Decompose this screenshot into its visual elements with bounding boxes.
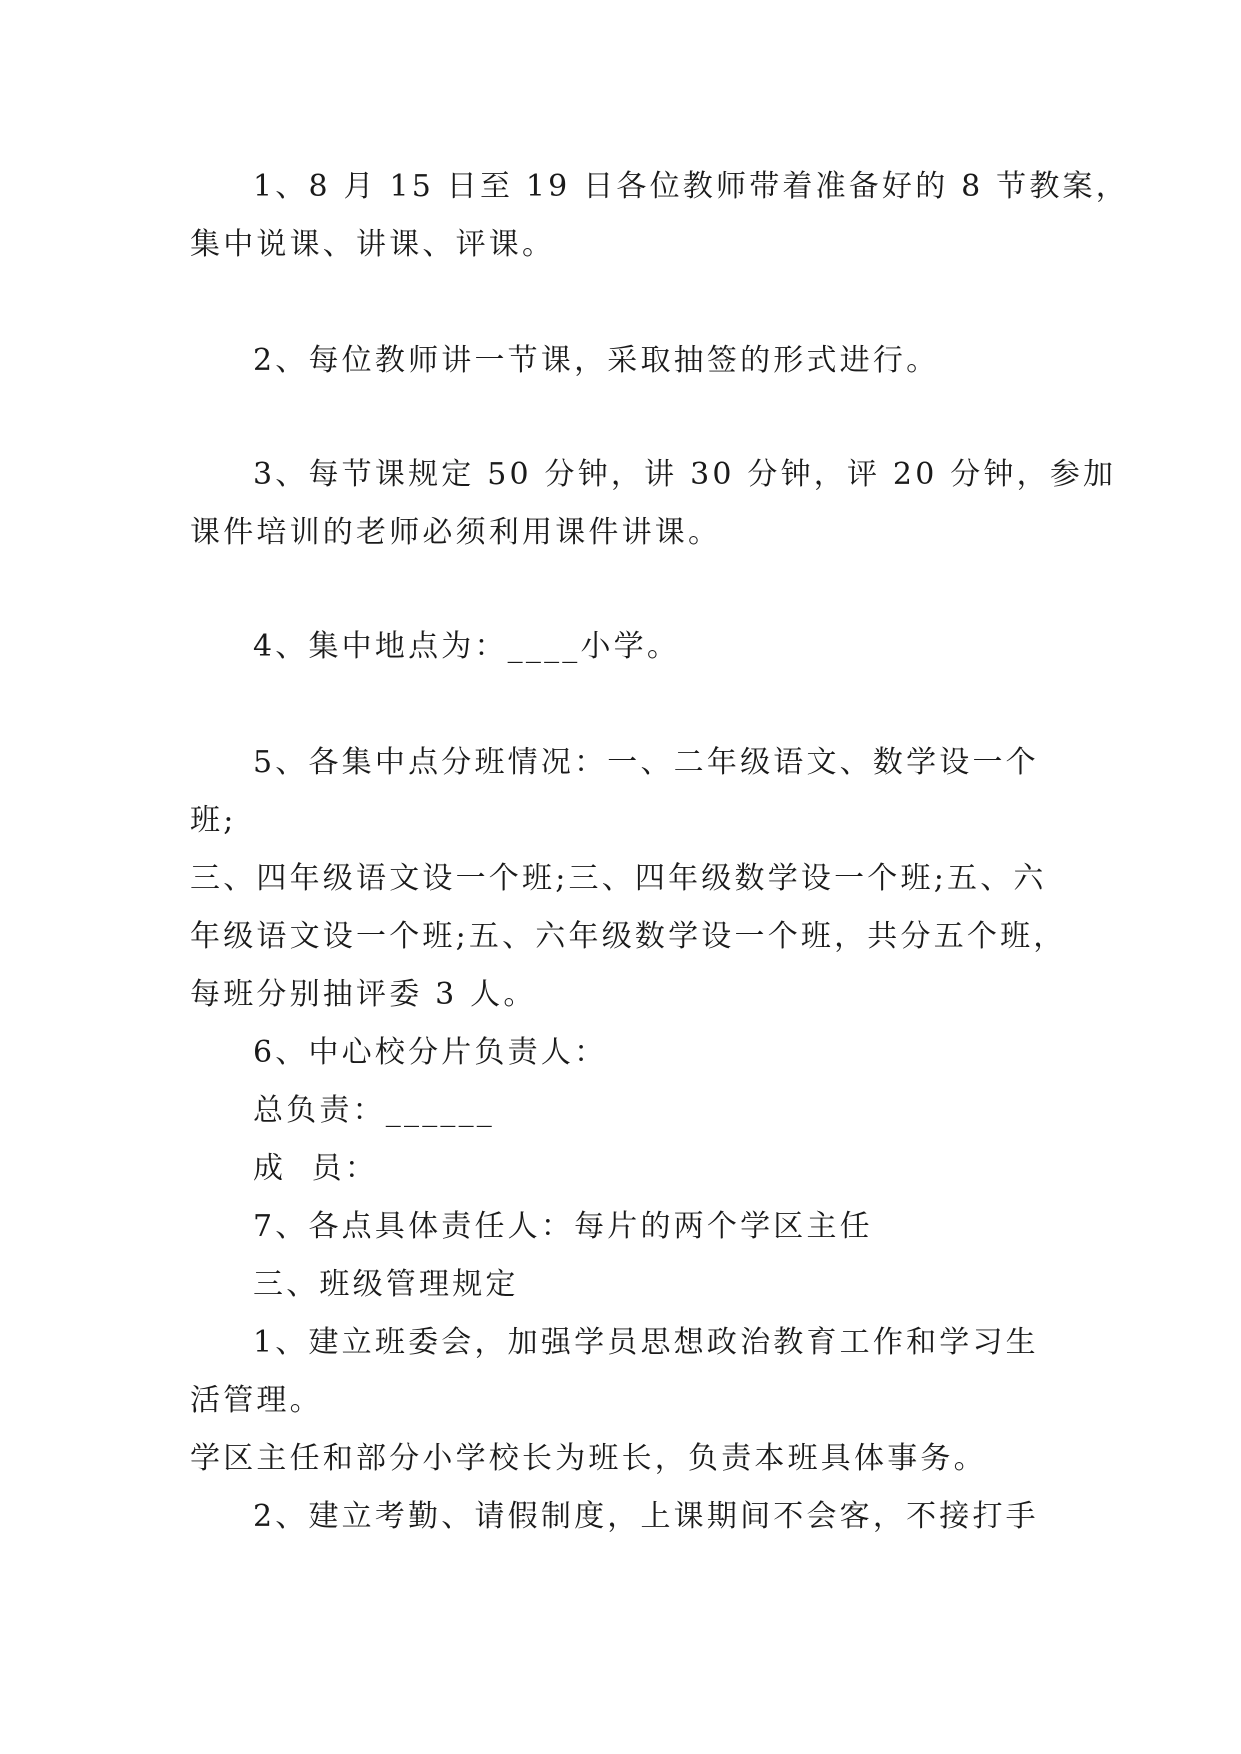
item-5-line-4: 年级语文设一个班;五、六年级数学设一个班，共分五个班， (190, 919, 1067, 954)
item-5-line-3: 三、四年级语文设一个班;三、四年级数学设一个班;五、六 (190, 861, 1047, 896)
item-7-line-1: 7、各点具体责任人：每片的两个学区主任 (253, 1209, 873, 1244)
rule-1-line-3: 学区主任和部分小学校长为班长，负责本班具体事务。 (190, 1441, 987, 1476)
item-1-line-2: 集中说课、讲课、评课。 (190, 227, 556, 262)
item-3-line-2: 课件培训的老师必须利用课件讲课。 (190, 515, 722, 550)
item-5-line-2: 班; (190, 803, 237, 838)
rule-2-line-1: 2、建立考勤、请假制度，上课期间不会客，不接打手 (253, 1499, 1039, 1534)
section-heading: 三、班级管理规定 (253, 1267, 519, 1302)
rule-1-line-2: 活管理。 (190, 1383, 323, 1418)
item-2-line-1: 2、每位教师讲一节课，采取抽签的形式进行。 (253, 343, 940, 378)
item-3-line-1: 3、每节课规定 50 分钟，讲 30 分钟，评 20 分钟，参加 (253, 457, 1117, 492)
item-1-line-1: 1、8 月 15 日至 19 日各位教师带着准备好的 8 节教案， (253, 169, 1129, 204)
item-5-line-1: 5、各集中点分班情况：一、二年级语文、数学设一个 (253, 745, 1039, 780)
item-6-line-1: 6、中心校分片负责人： (253, 1035, 608, 1070)
item-4-line-1: 4、集中地点为：____小学。 (253, 629, 681, 664)
item-6-line-2: 总负责：______ (253, 1093, 495, 1128)
rule-1-line-1: 1、建立班委会，加强学员思想政治教育工作和学习生 (253, 1325, 1039, 1360)
item-6-line-3: 成 员： (253, 1151, 379, 1186)
item-5-line-5: 每班分别抽评委 3 人。 (190, 977, 537, 1012)
